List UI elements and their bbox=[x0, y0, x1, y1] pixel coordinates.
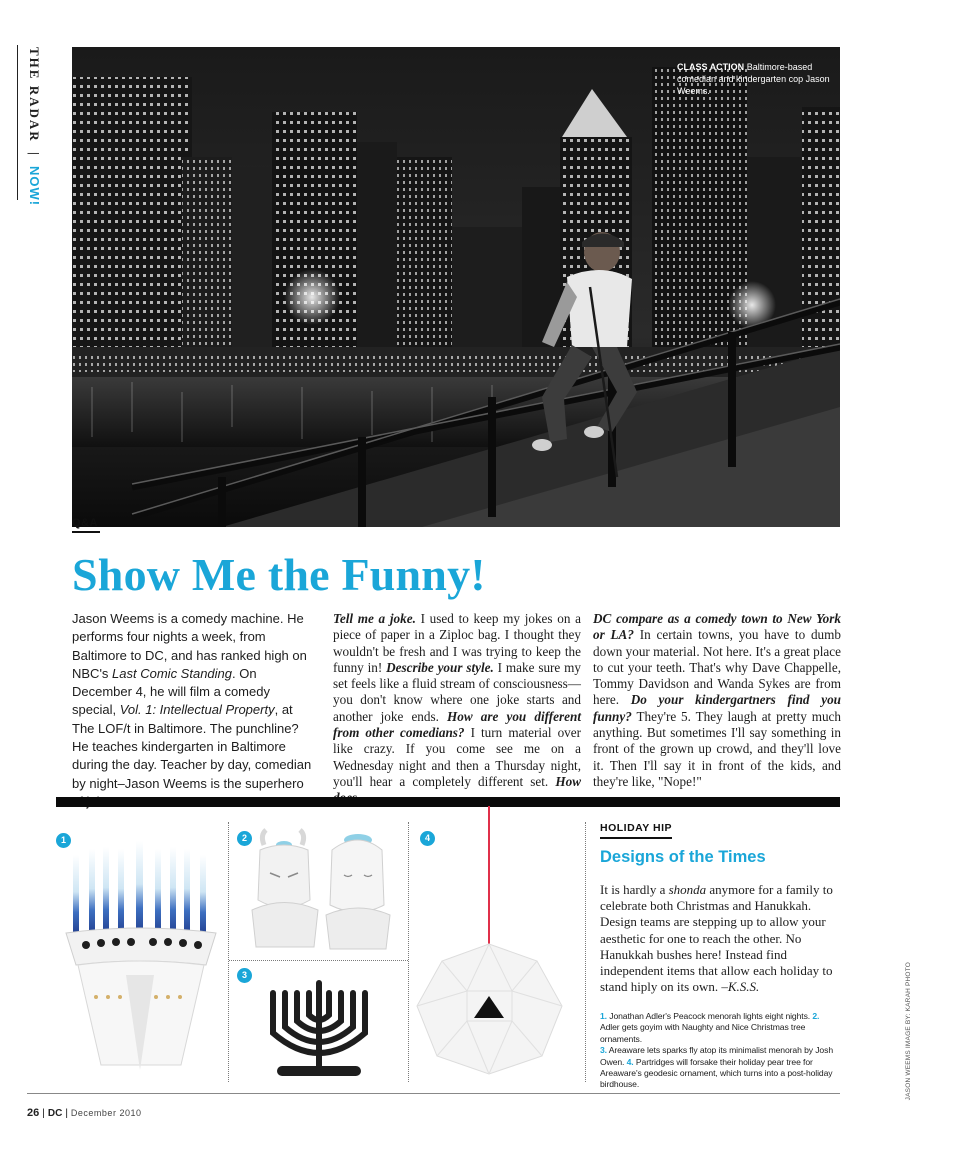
credit-text-1: Jonathan Adler's Peacock menorah lights eight nights. bbox=[606, 1011, 813, 1021]
grid-divider bbox=[229, 960, 408, 961]
geodesic-ornament-icon bbox=[412, 806, 582, 1081]
issue-date: December 2010 bbox=[70, 1108, 142, 1118]
baltimore-night-skyline-illustration bbox=[72, 47, 840, 527]
designs-body-italic: shonda bbox=[668, 882, 707, 897]
question-4-end: DC compare as a comedy town to New York or LA? bbox=[593, 611, 841, 643]
intro-italic-2: Vol. 1: Intellectual Property bbox=[119, 702, 275, 718]
peacock-menorah-icon bbox=[56, 825, 226, 1080]
magazine-name: DC bbox=[47, 1108, 63, 1119]
hero-caption-lead: CLASS ACTION bbox=[677, 62, 745, 72]
question-5: Do your kindergartners find you funny? bbox=[593, 692, 841, 724]
grid-divider bbox=[408, 822, 409, 1082]
credit-number-1: 1. bbox=[600, 1011, 607, 1021]
intro-text-3: , at The LOF/t in Baltimore. The punchline? He teaches kindergarten in Baltimore during the day. Teacher by day, comedian by night–Jason Weems is the superhero bbox=[72, 702, 312, 791]
product-badge-2: 2 bbox=[237, 831, 252, 846]
footer-divider: | bbox=[65, 1108, 68, 1119]
headline: Show Me the Funny! bbox=[72, 549, 486, 600]
credit-number-3: 3. bbox=[600, 1045, 607, 1056]
designs-byline: K.S.S. bbox=[727, 979, 760, 995]
hero-photo bbox=[72, 47, 840, 527]
credit-number-2: 2. bbox=[812, 1011, 820, 1021]
hero-caption-text: Baltimore-based comedian and kindergarten cop Jason Weems. bbox=[677, 62, 830, 96]
designs-body-2: anymore for a family to celebrate both Christmas and Hanukkah. Design teams are stepping up to allow your aesthetic for one to reach the other. No Hanukkah bushes here! Instead find independent items that allow each holiday to stand hiply on its own. – bbox=[600, 882, 833, 995]
qa-column-1 bbox=[333, 611, 581, 807]
question-3: How are you different from other comedians? bbox=[333, 708, 581, 741]
holiday-hip-label: HOLIDAY HIP bbox=[600, 822, 672, 839]
product-1-menorah bbox=[56, 825, 226, 1080]
hero-caption bbox=[677, 61, 837, 97]
product-2-ornaments bbox=[232, 825, 406, 957]
page-number: 26 bbox=[27, 1107, 40, 1119]
question-1: Tell me a joke. bbox=[333, 611, 416, 626]
product-4-geodesic-ornament bbox=[412, 806, 582, 1081]
credit-text-4: Partridges will forsake their holiday pear tree for Areaware's geodesic ornament, which turns into a post-holiday birdhouse. bbox=[600, 1056, 833, 1090]
credit-number-4: 4. bbox=[626, 1056, 634, 1067]
product-badge-3: 3 bbox=[237, 968, 252, 983]
grid-divider bbox=[585, 822, 586, 1082]
product-badge-1: 1 bbox=[56, 833, 71, 848]
qa-column-2 bbox=[593, 611, 841, 790]
product-3-minimalist-menorah bbox=[232, 963, 406, 1083]
section-tab bbox=[17, 45, 47, 207]
product-credits bbox=[600, 1011, 840, 1091]
page-footer bbox=[27, 1107, 141, 1119]
question-4-start: How bbox=[555, 773, 581, 789]
section-name: THE RADAR bbox=[27, 47, 42, 143]
answer-2: I make sure my set feels like a fluid stream of consciousness—you don't know where one joke starts and another joke ends. bbox=[333, 659, 581, 724]
designs-body bbox=[600, 882, 838, 995]
minimalist-menorah-icon bbox=[232, 963, 406, 1083]
answer-3: I turn material over like crazy. If you come see me on a Wednesday night and then a Thursday night, you'll hear a completely different set. bbox=[333, 725, 581, 789]
qa-label: Q&A bbox=[72, 517, 100, 533]
subsection-name: NOW! bbox=[27, 166, 42, 207]
product-badge-4: 4 bbox=[420, 831, 435, 846]
footer-rule bbox=[27, 1093, 840, 1094]
naughty-nice-ornaments-icon bbox=[232, 825, 406, 957]
grid-divider bbox=[228, 822, 229, 1082]
section-label bbox=[26, 47, 42, 206]
section-divider: | bbox=[27, 151, 42, 157]
question-2: Describe your style. bbox=[386, 659, 494, 675]
answer-5: They're 5. They laugh at pretty much anything. But sometimes I'll say something in front of the grown up crowd, and they'll love it. Then I'll say it in front of the kids, and they're like, "Nope!" bbox=[593, 708, 841, 789]
designs-title: Designs of the Times bbox=[600, 848, 766, 866]
intro-text-2: . On December 4, he will film a comedy special, bbox=[72, 665, 270, 718]
credit-text-3: Areaware lets sparks fly atop its minimalist menorah by Josh Owen. bbox=[600, 1045, 833, 1067]
answer-4: In certain towns, you have to dumb down your material. Not here. It's a great place to cut your teeth. That's why Dave Chappelle, Tommy Davidson and Wanda Sykes are from here. bbox=[593, 627, 842, 708]
intro-paragraph bbox=[72, 610, 316, 811]
answer-1: I used to keep my jokes on a piece of paper in a Ziploc bag. I thought they wouldn't be fresh and I was trying to keep the funny in! bbox=[333, 611, 582, 675]
photo-credit: JASON WEEMS IMAGE BY: KARAH PHOTO bbox=[905, 962, 912, 1101]
footer-divider: | bbox=[42, 1108, 45, 1119]
intro-text-1: Jason Weems is a comedy machine. He performs four nights a week, from Baltimore to DC, and has ranked high on NBC's bbox=[72, 611, 307, 681]
intro-italic-1: Last Comic Standing bbox=[112, 665, 232, 681]
designs-body-1: It is hardly a bbox=[600, 882, 669, 897]
credit-text-2: Adler gets goyim with Naughty and Nice Christmas tree ornaments. bbox=[600, 1022, 806, 1044]
